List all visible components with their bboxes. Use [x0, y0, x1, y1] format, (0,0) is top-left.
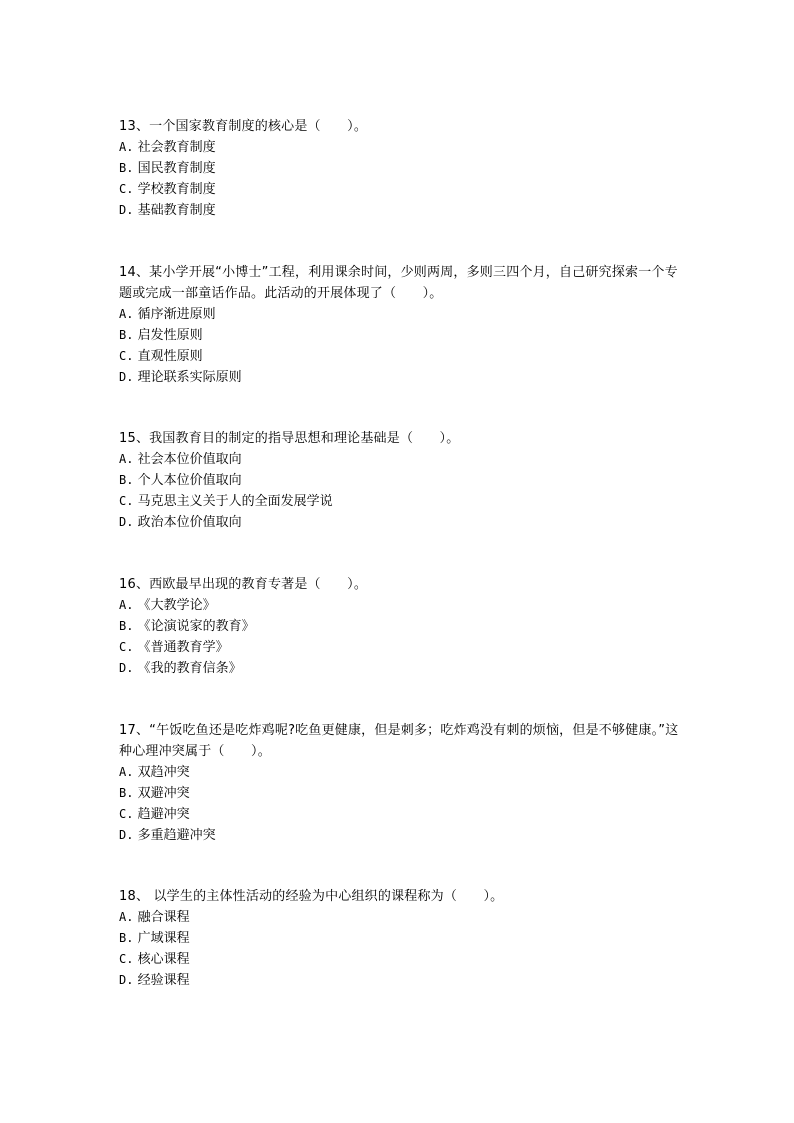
option-letter: B. — [119, 328, 134, 342]
option-letter: D. — [119, 661, 134, 675]
option-text: 个人本位价值取向 — [137, 473, 242, 488]
question-16 — [119, 574, 679, 679]
option-letter: B. — [119, 931, 134, 945]
option-b — [119, 470, 679, 491]
question-18 — [119, 886, 679, 991]
option-letter: A. — [119, 140, 134, 154]
option-text: 社会教育制度 — [137, 140, 216, 155]
option-letter: B. — [119, 161, 134, 175]
option-letter: D. — [119, 515, 134, 529]
question-17 — [119, 720, 679, 846]
option-a — [119, 304, 679, 325]
question-14 — [119, 262, 679, 388]
option-text: 《普通教育学》 — [137, 640, 229, 655]
option-d — [119, 512, 679, 533]
option-text: 融合课程 — [137, 910, 190, 925]
option-c — [119, 804, 679, 825]
option-text: 双趋冲突 — [137, 765, 190, 780]
option-text: 直观性原则 — [137, 349, 203, 364]
option-b — [119, 928, 679, 949]
option-letter: B. — [119, 619, 134, 633]
option-text: 政治本位价值取向 — [137, 515, 242, 530]
option-b — [119, 616, 679, 637]
option-text: 趋避冲突 — [137, 807, 190, 822]
option-text: 核心课程 — [137, 952, 190, 967]
option-c — [119, 949, 679, 970]
option-a — [119, 595, 679, 616]
option-c — [119, 179, 679, 200]
option-text: 理论联系实际原则 — [137, 370, 242, 385]
option-text: 马克思主义关于人的全面发展学说 — [137, 494, 333, 509]
option-letter: B. — [119, 473, 134, 487]
option-letter: C. — [119, 640, 134, 654]
option-d — [119, 970, 679, 991]
option-d — [119, 367, 679, 388]
question-13 — [119, 116, 679, 221]
option-text: 学校教育制度 — [137, 182, 216, 197]
option-b — [119, 325, 679, 346]
question-stem: 16、西欧最早出现的教育专著是（ ）。 — [119, 577, 368, 592]
question-stem: 13、一个国家教育制度的核心是（ ）。 — [119, 119, 368, 134]
question-stem: 14、某小学开展“小博士”工程，利用课余时间，少则两周，多则三四个月，自己研究探索一个专题或完成一部童话作品。此活动的开展体现了（ ）。 — [119, 265, 678, 301]
option-letter: D. — [119, 370, 134, 384]
question-stem: 15、我国教育目的制定的指导思想和理论基础是（ ）。 — [119, 431, 460, 446]
option-text: 经验课程 — [137, 973, 190, 988]
option-b — [119, 158, 679, 179]
option-letter: C. — [119, 807, 134, 821]
option-text: 《大教学论》 — [137, 598, 216, 613]
option-a — [119, 907, 679, 928]
option-d — [119, 658, 679, 679]
option-letter: C. — [119, 182, 134, 196]
option-letter: A. — [119, 598, 134, 612]
option-d — [119, 200, 679, 221]
option-text: 双避冲突 — [137, 786, 190, 801]
option-text: 广域课程 — [137, 931, 190, 946]
option-text: 循序渐进原则 — [137, 307, 216, 322]
option-b — [119, 783, 679, 804]
option-text: 国民教育制度 — [137, 161, 216, 176]
option-d — [119, 825, 679, 846]
option-letter: A. — [119, 765, 134, 779]
option-text: 多重趋避冲突 — [137, 828, 216, 843]
option-letter: C. — [119, 349, 134, 363]
option-a — [119, 137, 679, 158]
option-letter: A. — [119, 910, 134, 924]
option-a — [119, 449, 679, 470]
option-a — [119, 762, 679, 783]
question-15 — [119, 428, 679, 533]
option-letter: A. — [119, 307, 134, 321]
option-letter: A. — [119, 452, 134, 466]
option-c — [119, 637, 679, 658]
option-text: 基础教育制度 — [137, 203, 216, 218]
option-letter: D. — [119, 828, 134, 842]
option-text: 《论演说家的教育》 — [137, 619, 255, 634]
option-text: 社会本位价值取向 — [137, 452, 242, 467]
question-stem: 17、“午饭吃鱼还是吃炸鸡呢?吃鱼更健康，但是刺多；吃炸鸡没有刺的烦恼，但是不够健康。”这种心理冲突属于（ ）。 — [119, 723, 679, 759]
option-letter: C. — [119, 952, 134, 966]
question-stem: 18、 以学生的主体性活动的经验为中心组织的课程称为（ ）。 — [119, 889, 504, 904]
option-letter: D. — [119, 203, 134, 217]
option-letter: D. — [119, 973, 134, 987]
option-letter: C. — [119, 494, 134, 508]
option-c — [119, 346, 679, 367]
option-letter: B. — [119, 786, 134, 800]
option-text: 《我的教育信条》 — [137, 661, 242, 676]
option-text: 启发性原则 — [137, 328, 203, 343]
option-c — [119, 491, 679, 512]
